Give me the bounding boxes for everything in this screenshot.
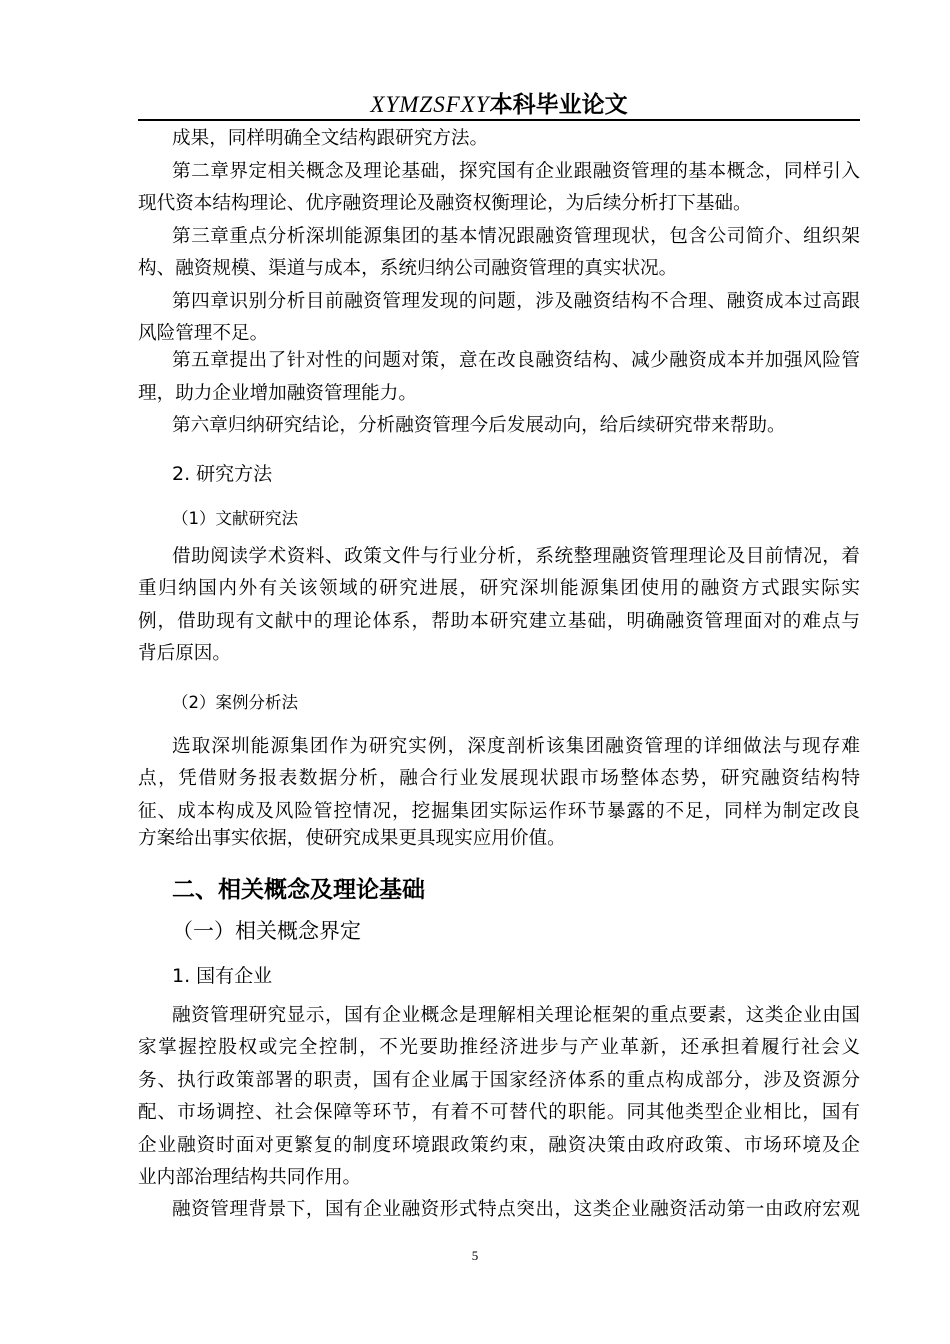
paragraph-line: 背后原因。	[138, 643, 231, 664]
paragraph-line: 风险管理不足。	[138, 323, 269, 344]
paragraph-line: 业内部治理结构共同作用。	[138, 1167, 362, 1188]
paragraph-line: 重归纳国内外有关该领域的研究进展，研究深圳能源集团使用的融资方式跟实际实	[138, 578, 860, 599]
paragraph-line: 第四章识别分析目前融资管理发现的问题，涉及融资结构不合理、融资成本过高跟	[172, 291, 860, 312]
paragraph-line: 构、融资规模、渠道与成本，系统归纳公司融资管理的真实状况。	[138, 258, 678, 279]
paragraph-line: 现代资本结构理论、优序融资理论及融资权衡理论，为后续分析打下基础。	[138, 193, 752, 214]
section-heading: 1. 国有企业	[172, 964, 273, 987]
paragraph-line: 方案给出事实依据，使研究成果更具现实应用价值。	[138, 828, 566, 849]
section-heading: 二、相关概念及理论基础	[172, 877, 425, 904]
header-title: 本科毕业论文	[489, 92, 628, 118]
paragraph-line: 第五章提出了针对性的问题对策，意在改良融资结构、减少融资成本并加强风险管	[172, 350, 860, 371]
section-heading: （1）文献研究法	[172, 509, 298, 529]
section-heading: （一）相关概念界定	[172, 919, 361, 944]
paragraph-line: 融资管理背景下，国有企业融资形式特点突出，这类企业融资活动第一由政府宏观	[172, 1199, 860, 1220]
paragraph-line: 第六章归纳研究结论，分析融资管理今后发展动向，给后续研究带来帮助。	[172, 415, 786, 436]
header-rule	[138, 119, 860, 121]
paragraph-line: 家掌握控股权或完全控制，不光要助推经济进步与产业革新，还承担着履行社会义	[138, 1037, 860, 1058]
paragraph-line: 选取深圳能源集团作为研究实例，深度剖析该集团融资管理的详细做法与现存难	[172, 736, 860, 757]
paragraph-line: 第三章重点分析深圳能源集团的基本情况跟融资管理现状，包含公司简介、组织架	[172, 226, 860, 247]
paragraph-line: 例，借助现有文献中的理论体系，帮助本研究建立基础，明确融资管理面对的难点与	[138, 611, 860, 632]
header-latin: XYMZSFXY	[370, 92, 490, 117]
section-heading: （2）案例分析法	[172, 693, 298, 713]
paragraph-line: 点，凭借财务报表数据分析，融合行业发展现状跟市场整体态势，研究融资结构特	[138, 768, 860, 789]
paragraph-line: 企业融资时面对更繁复的制度环境跟政策约束，融资决策由政府政策、市场环境及企	[138, 1135, 860, 1156]
paragraph-line: 配、市场调控、社会保障等环节，有着不可替代的职能。同其他类型企业相比，国有	[138, 1102, 860, 1123]
paragraph-line: 理，助力企业增加融资管理能力。	[138, 383, 417, 404]
paragraph-line: 借助阅读学术资料、政策文件与行业分析，系统整理融资管理理论及目前情况，着	[172, 546, 860, 567]
paragraph-line: 征、成本构成及风险管控情况，挖掘集团实际运作环节暴露的不足，同样为制定改良	[138, 801, 860, 822]
running-header	[138, 86, 860, 119]
paragraph-line: 融资管理研究显示，国有企业概念是理解相关理论框架的重点要素，这类企业由国	[172, 1005, 860, 1026]
paragraph-line: 务、执行政策部署的职责，国有企业属于国家经济体系的重点构成部分，涉及资源分	[138, 1070, 860, 1091]
section-heading: 2. 研究方法	[172, 462, 273, 485]
paragraph-line: 成果，同样明确全文结构跟研究方法。	[172, 128, 489, 149]
paragraph-line: 第二章界定相关概念及理论基础，探究国有企业跟融资管理的基本概念，同样引入	[172, 161, 860, 182]
page-number: 5	[471, 1248, 479, 1263]
